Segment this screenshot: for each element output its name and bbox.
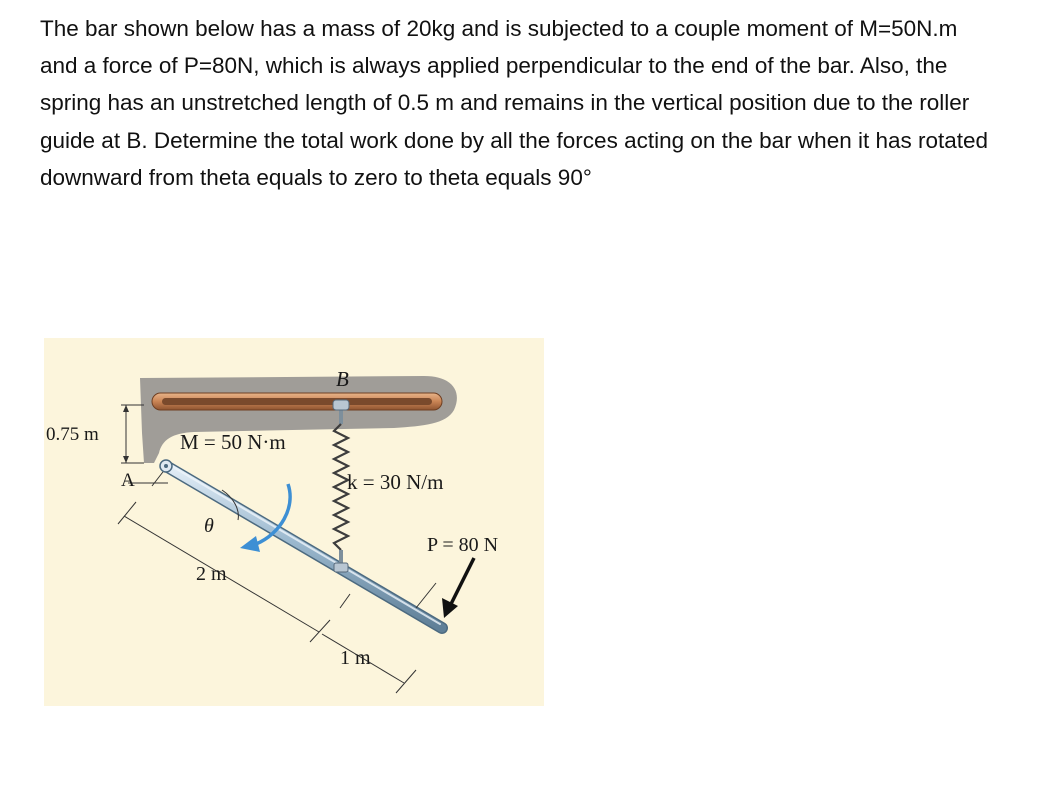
label-moment: M = 50 N·m <box>180 430 286 454</box>
label-spring-constant: k = 30 N/m <box>347 470 444 494</box>
bar-spring-diagram <box>44 338 544 706</box>
label-length-1m: 1 m <box>340 647 371 669</box>
label-theta: θ <box>204 515 214 537</box>
problem-statement: The bar shown below has a mass of 20kg and is subjected to a couple moment of M=50N.m and a force of P=80N, which is always applied perpendicular to the end of the bar. Also, the spring has an unstretched length of 0.5 m and remains in the vertical position due to the roller guide at B. Determine the total work done by all the forces acting on the bar when it has rotated downward from theta equals to zero to theta equals 90° <box>40 16 989 190</box>
label-B: B <box>336 367 349 391</box>
label-A: A <box>121 470 135 491</box>
label-length-2m: 2 m <box>196 563 227 585</box>
label-height: 0.75 m <box>46 424 99 445</box>
roller-guide-slot-inner <box>162 398 432 405</box>
label-force: P = 80 N <box>427 534 499 556</box>
problem-figure <box>44 338 544 706</box>
